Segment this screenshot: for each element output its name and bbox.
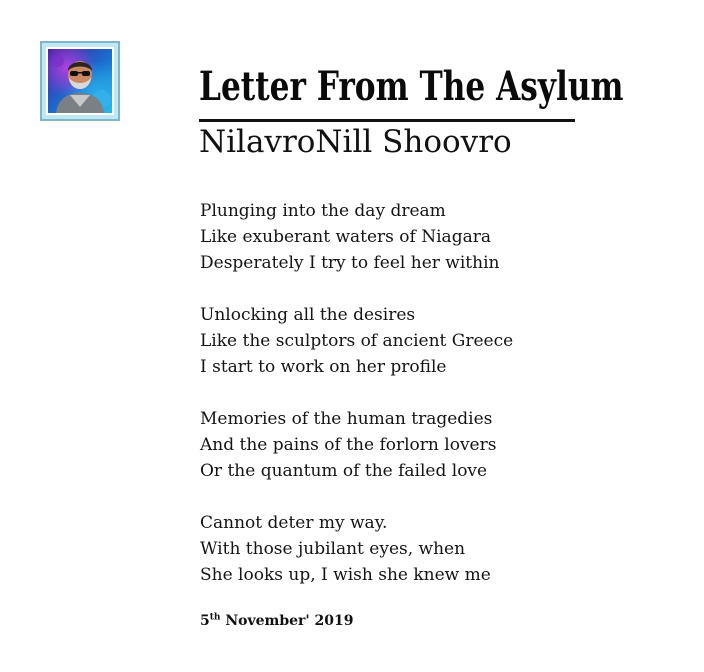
poem-line: Cannot deter my way. — [200, 513, 388, 533]
poem-line: Like exuberant waters of Niagara — [200, 227, 491, 247]
author-photo-frame — [40, 41, 120, 121]
poem-line: Like the sculptors of ancient Greece — [200, 331, 514, 351]
date-suffix: th — [209, 612, 221, 623]
poem-line: And the pains of the forlorn lovers — [200, 435, 497, 455]
poem-line: She looks up, I wish she knew me — [200, 565, 491, 585]
poem-date — [200, 611, 354, 631]
date-day: 5 — [200, 613, 210, 629]
poem-title: Letter From The Asylum — [199, 63, 624, 110]
poem-line: Or the quantum of the failed love — [200, 461, 488, 481]
date-rest: November' 2019 — [220, 613, 354, 629]
stanza — [200, 406, 670, 484]
poem-line: Unlocking all the desires — [200, 305, 416, 325]
author-portrait — [46, 47, 114, 115]
poem-line: Plunging into the day dream — [200, 201, 446, 221]
poem-line: Desperately I try to feel her within — [200, 253, 500, 273]
stanza — [200, 302, 670, 380]
stanza — [200, 198, 670, 276]
poem-line: I start to work on her profile — [200, 357, 447, 377]
poem-line: Memories of the human tragedies — [200, 409, 493, 429]
poem-body — [200, 198, 670, 614]
poem-line: With those jubilant eyes, when — [200, 539, 466, 559]
portrait-icon — [48, 49, 112, 113]
poem-author: NilavroNill Shoovro — [199, 124, 512, 160]
stanza — [200, 510, 670, 588]
